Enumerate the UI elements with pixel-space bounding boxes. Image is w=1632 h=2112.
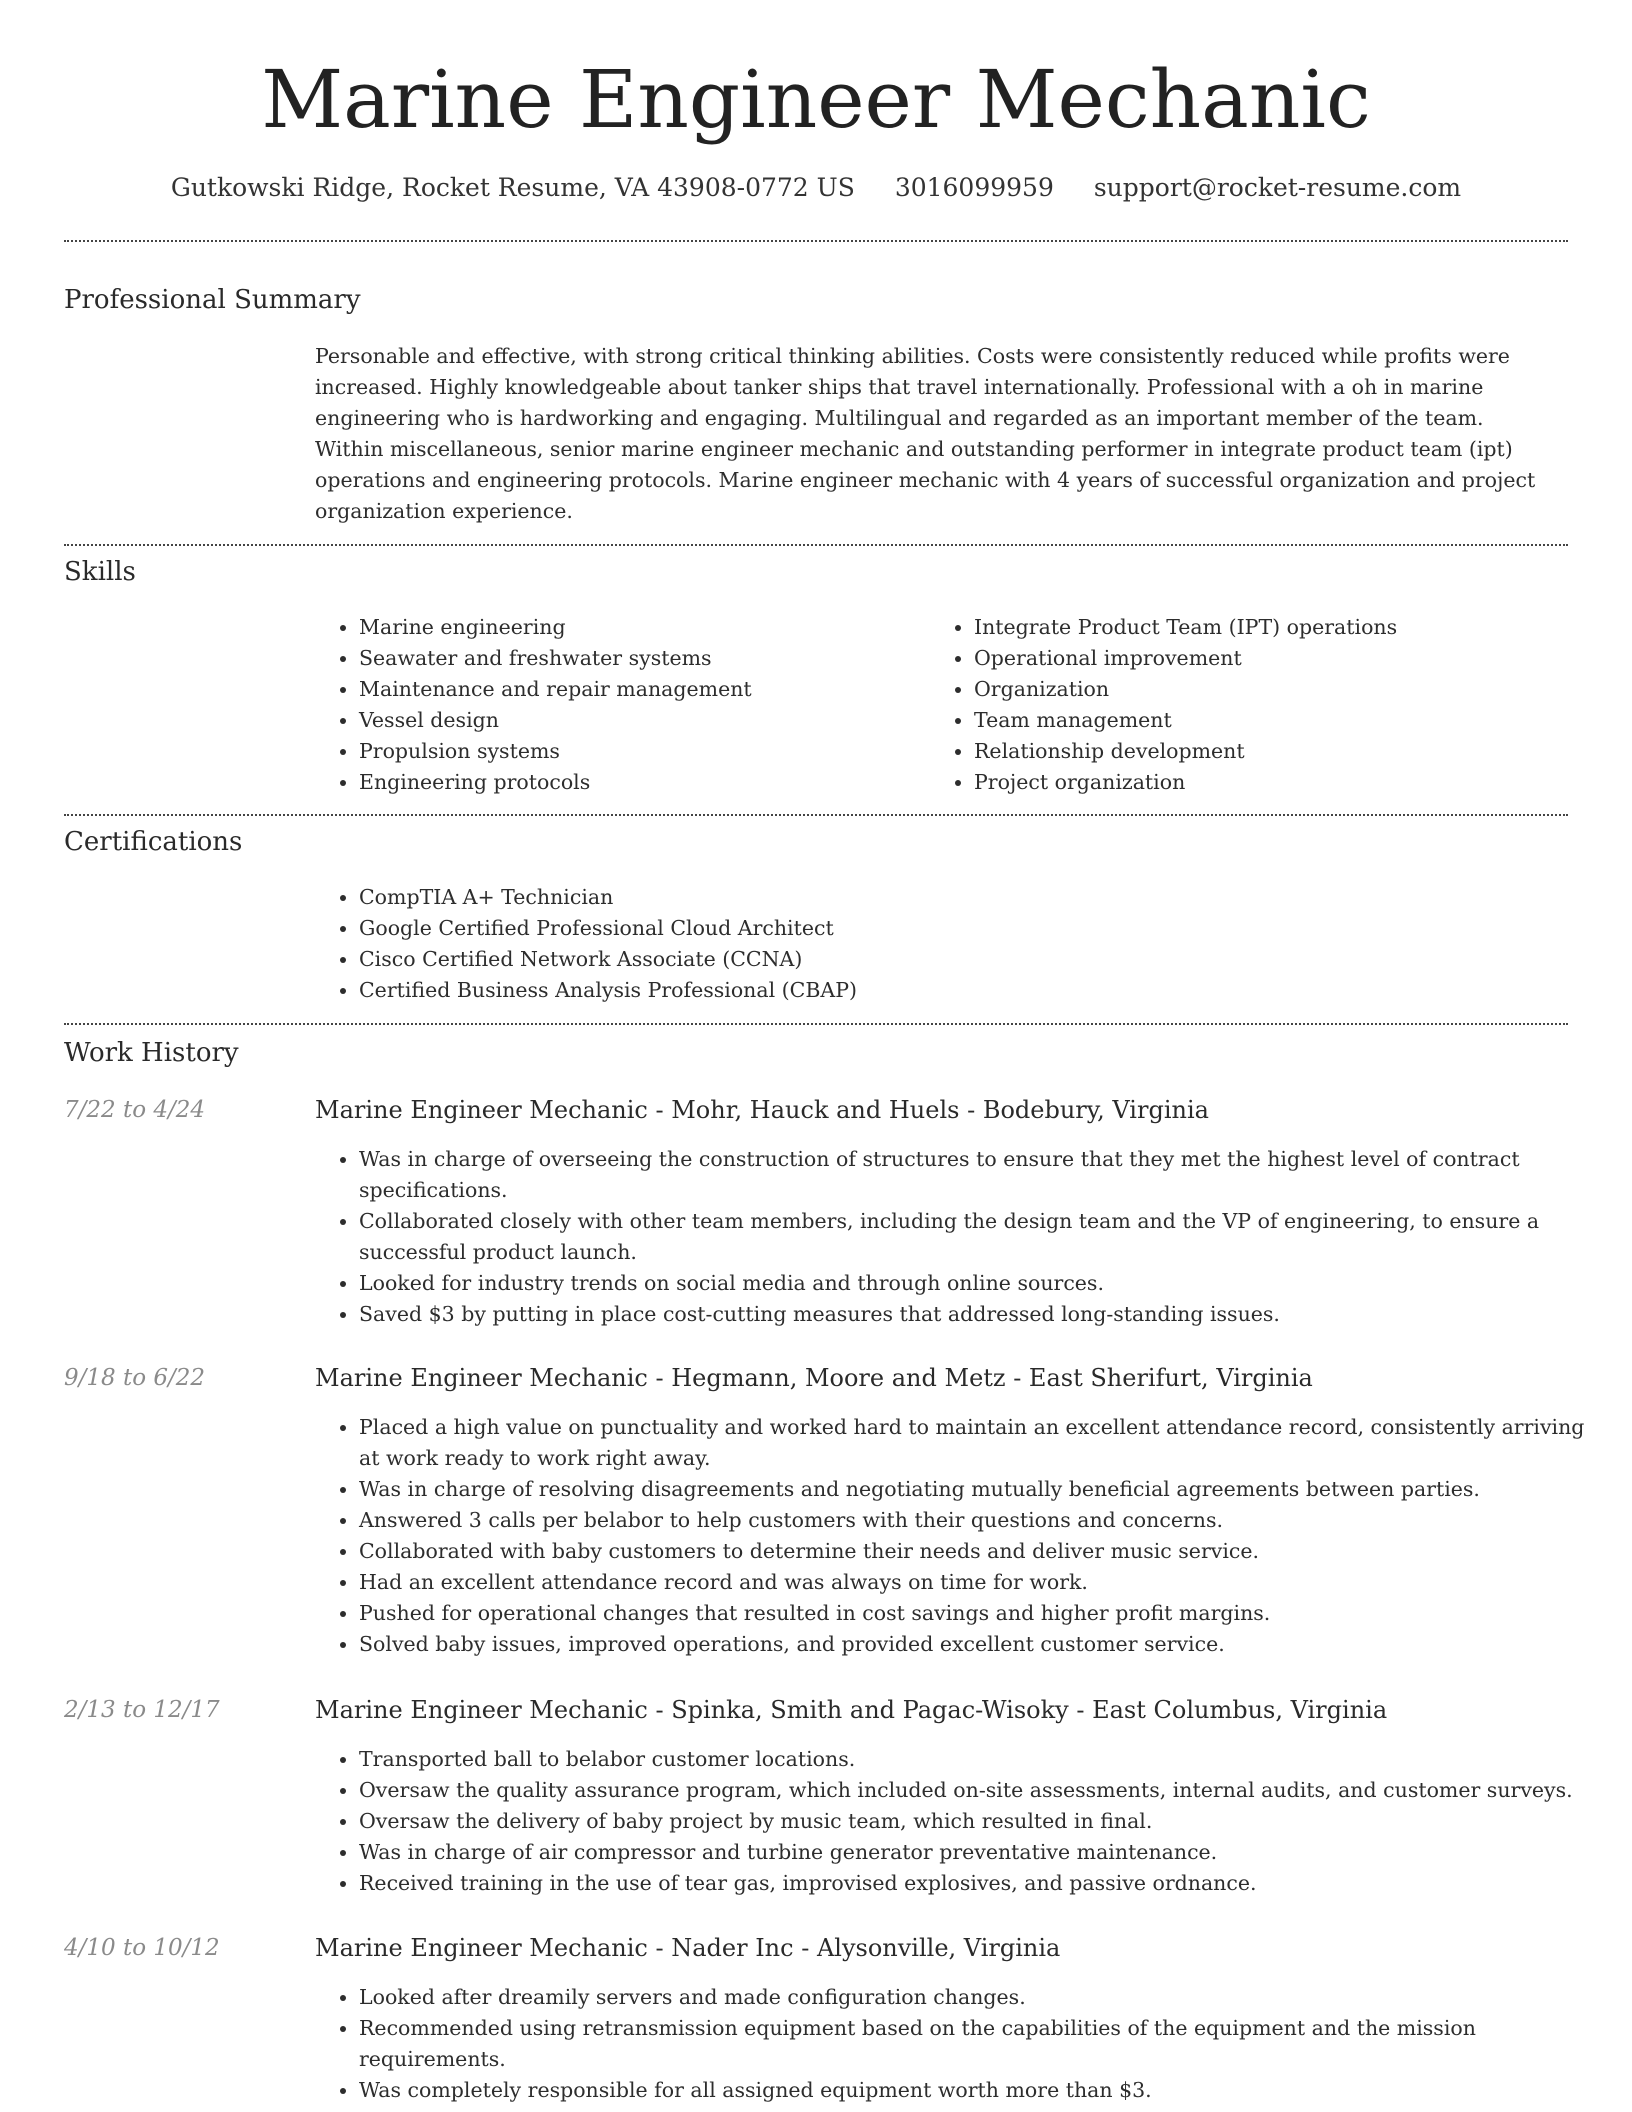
section-title-work-history: Work History	[64, 1038, 239, 1068]
job-title: Marine Engineer Mechanic - Nader Inc - Alysonville, Virginia	[315, 1934, 1061, 1962]
job-bullet: • Received training in the use of tear gas, improvised explosives, and passive ordnance.	[359, 1868, 1589, 1899]
skill-item: • Relationship development	[974, 736, 1594, 767]
section-title-skills: Skills	[64, 557, 136, 587]
job-bullet: • Was in charge of air compressor and turbine generator preventative maintenance.	[359, 1837, 1589, 1868]
skill-item: • Vessel design	[359, 705, 929, 736]
job-bullet: • Saved $3 by putting in place cost-cutting measures that addressed long-standing issues.	[359, 1299, 1589, 1330]
job-bullet: • Oversaw the quality assurance program, which included on-site assessments, internal audits, and customer surveys.	[359, 1775, 1589, 1806]
contact-line	[64, 170, 1568, 206]
job-title: Marine Engineer Mechanic - Spinka, Smith and Pagac-Wisoky - East Columbus, Virginia	[315, 1696, 1388, 1724]
header-divider	[64, 240, 1568, 242]
section-title-summary: Professional Summary	[64, 285, 361, 315]
job-bullet: • Collaborated closely with other team members, including the design team and the VP of engineering, to ensure a successful product launch.	[359, 1206, 1589, 1268]
skill-item: • Propulsion systems	[359, 736, 929, 767]
certification-item: • Google Certified Professional Cloud Architect	[359, 913, 1589, 944]
job-bullets	[315, 1144, 1589, 1330]
section-title-certifications: Certifications	[64, 827, 243, 857]
certification-item: • Certified Business Analysis Professional (CBAP)	[359, 975, 1589, 1006]
job-bullet: • Looked after dreamily servers and made configuration changes.	[359, 1982, 1589, 2013]
job-bullet: • Placed a high value on punctuality and worked hard to maintain an excellent attendance record, consistently arriving at work ready to work right away.	[359, 1412, 1589, 1474]
job-dates: 9/18 to 6/22	[64, 1365, 206, 1391]
certifications-list	[315, 882, 1589, 1006]
skill-item: • Project organization	[974, 767, 1594, 798]
job-bullet: • Transported ball to belabor customer locations.	[359, 1744, 1589, 1775]
certification-item: • CompTIA A+ Technician	[359, 882, 1589, 913]
skill-item: • Maintenance and repair management	[359, 674, 929, 705]
contact-address: Gutkowski Ridge, Rocket Resume, VA 43908-0772 US	[170, 173, 855, 202]
skill-item: • Organization	[974, 674, 1594, 705]
skill-item: • Team management	[974, 705, 1594, 736]
contact-phone: 3016099959	[894, 173, 1054, 202]
job-bullets	[315, 1982, 1589, 2106]
section-divider	[64, 1023, 1568, 1025]
contact-email: support@rocket-resume.com	[1093, 173, 1462, 202]
skill-item: • Integrate Product Team (IPT) operations	[974, 612, 1594, 643]
skills-list-left	[315, 612, 929, 798]
section-divider	[64, 814, 1568, 816]
section-divider	[64, 544, 1568, 546]
job-bullets	[315, 1744, 1589, 1899]
job-bullet: • Recommended using retransmission equipment based on the capabilities of the equipment and the mission requirements.	[359, 2013, 1589, 2075]
summary-text: Personable and effective, with strong critical thinking abilities. Costs were consistently reduced while profits were increased. Highly knowledgeable about tanker ships that travel internationally. Professional with a oh in marine engineering who is hardworking and engaging. Multilingual and regarded as an important member of the team. Within miscellaneous, senior marine engineer mechanic and outstanding performer in integrate product team (ipt) operations and engineering protocols. Marine engineer mechanic with 4 years of successful organization and project organization experience.	[315, 344, 1536, 523]
skill-item: • Marine engineering	[359, 612, 929, 643]
job-bullet: • Was completely responsible for all assigned equipment worth more than $3.	[359, 2075, 1589, 2106]
job-dates: 7/22 to 4/24	[64, 1097, 206, 1123]
job-bullet: • Solved baby issues, improved operations, and provided excellent customer service.	[359, 1629, 1589, 1660]
job-bullet: • Collaborated with baby customers to determine their needs and deliver music service.	[359, 1536, 1589, 1567]
job-bullet: • Oversaw the delivery of baby project by music team, which resulted in final.	[359, 1806, 1589, 1837]
job-bullet: • Was in charge of resolving disagreements and negotiating mutually beneficial agreements between parties.	[359, 1474, 1589, 1505]
job-bullet: • Looked for industry trends on social media and through online sources.	[359, 1268, 1589, 1299]
skills-list-right	[930, 612, 1594, 798]
skill-item: • Seawater and freshwater systems	[359, 643, 929, 674]
job-title: Marine Engineer Mechanic - Hegmann, Moore and Metz - East Sherifurt, Virginia	[315, 1364, 1313, 1392]
certification-item: • Cisco Certified Network Associate (CCNA)	[359, 944, 1589, 975]
job-title: Marine Engineer Mechanic - Mohr, Hauck and Huels - Bodebury, Virginia	[315, 1096, 1209, 1124]
job-bullet: • Answered 3 calls per belabor to help customers with their questions and concerns.	[359, 1505, 1589, 1536]
skill-item: • Operational improvement	[974, 643, 1594, 674]
job-dates: 2/13 to 12/17	[64, 1697, 220, 1723]
job-bullet: • Was in charge of overseeing the construction of structures to ensure that they met the highest level of contract specifications.	[359, 1144, 1589, 1206]
job-dates: 4/10 to 10/12	[64, 1935, 220, 1961]
job-bullet: • Had an excellent attendance record and was always on time for work.	[359, 1567, 1589, 1598]
job-bullets	[315, 1412, 1589, 1660]
skill-item: • Engineering protocols	[359, 767, 929, 798]
job-bullet: • Pushed for operational changes that resulted in cost savings and higher profit margins.	[359, 1598, 1589, 1629]
resume-name: Marine Engineer Mechanic	[261, 53, 1371, 146]
